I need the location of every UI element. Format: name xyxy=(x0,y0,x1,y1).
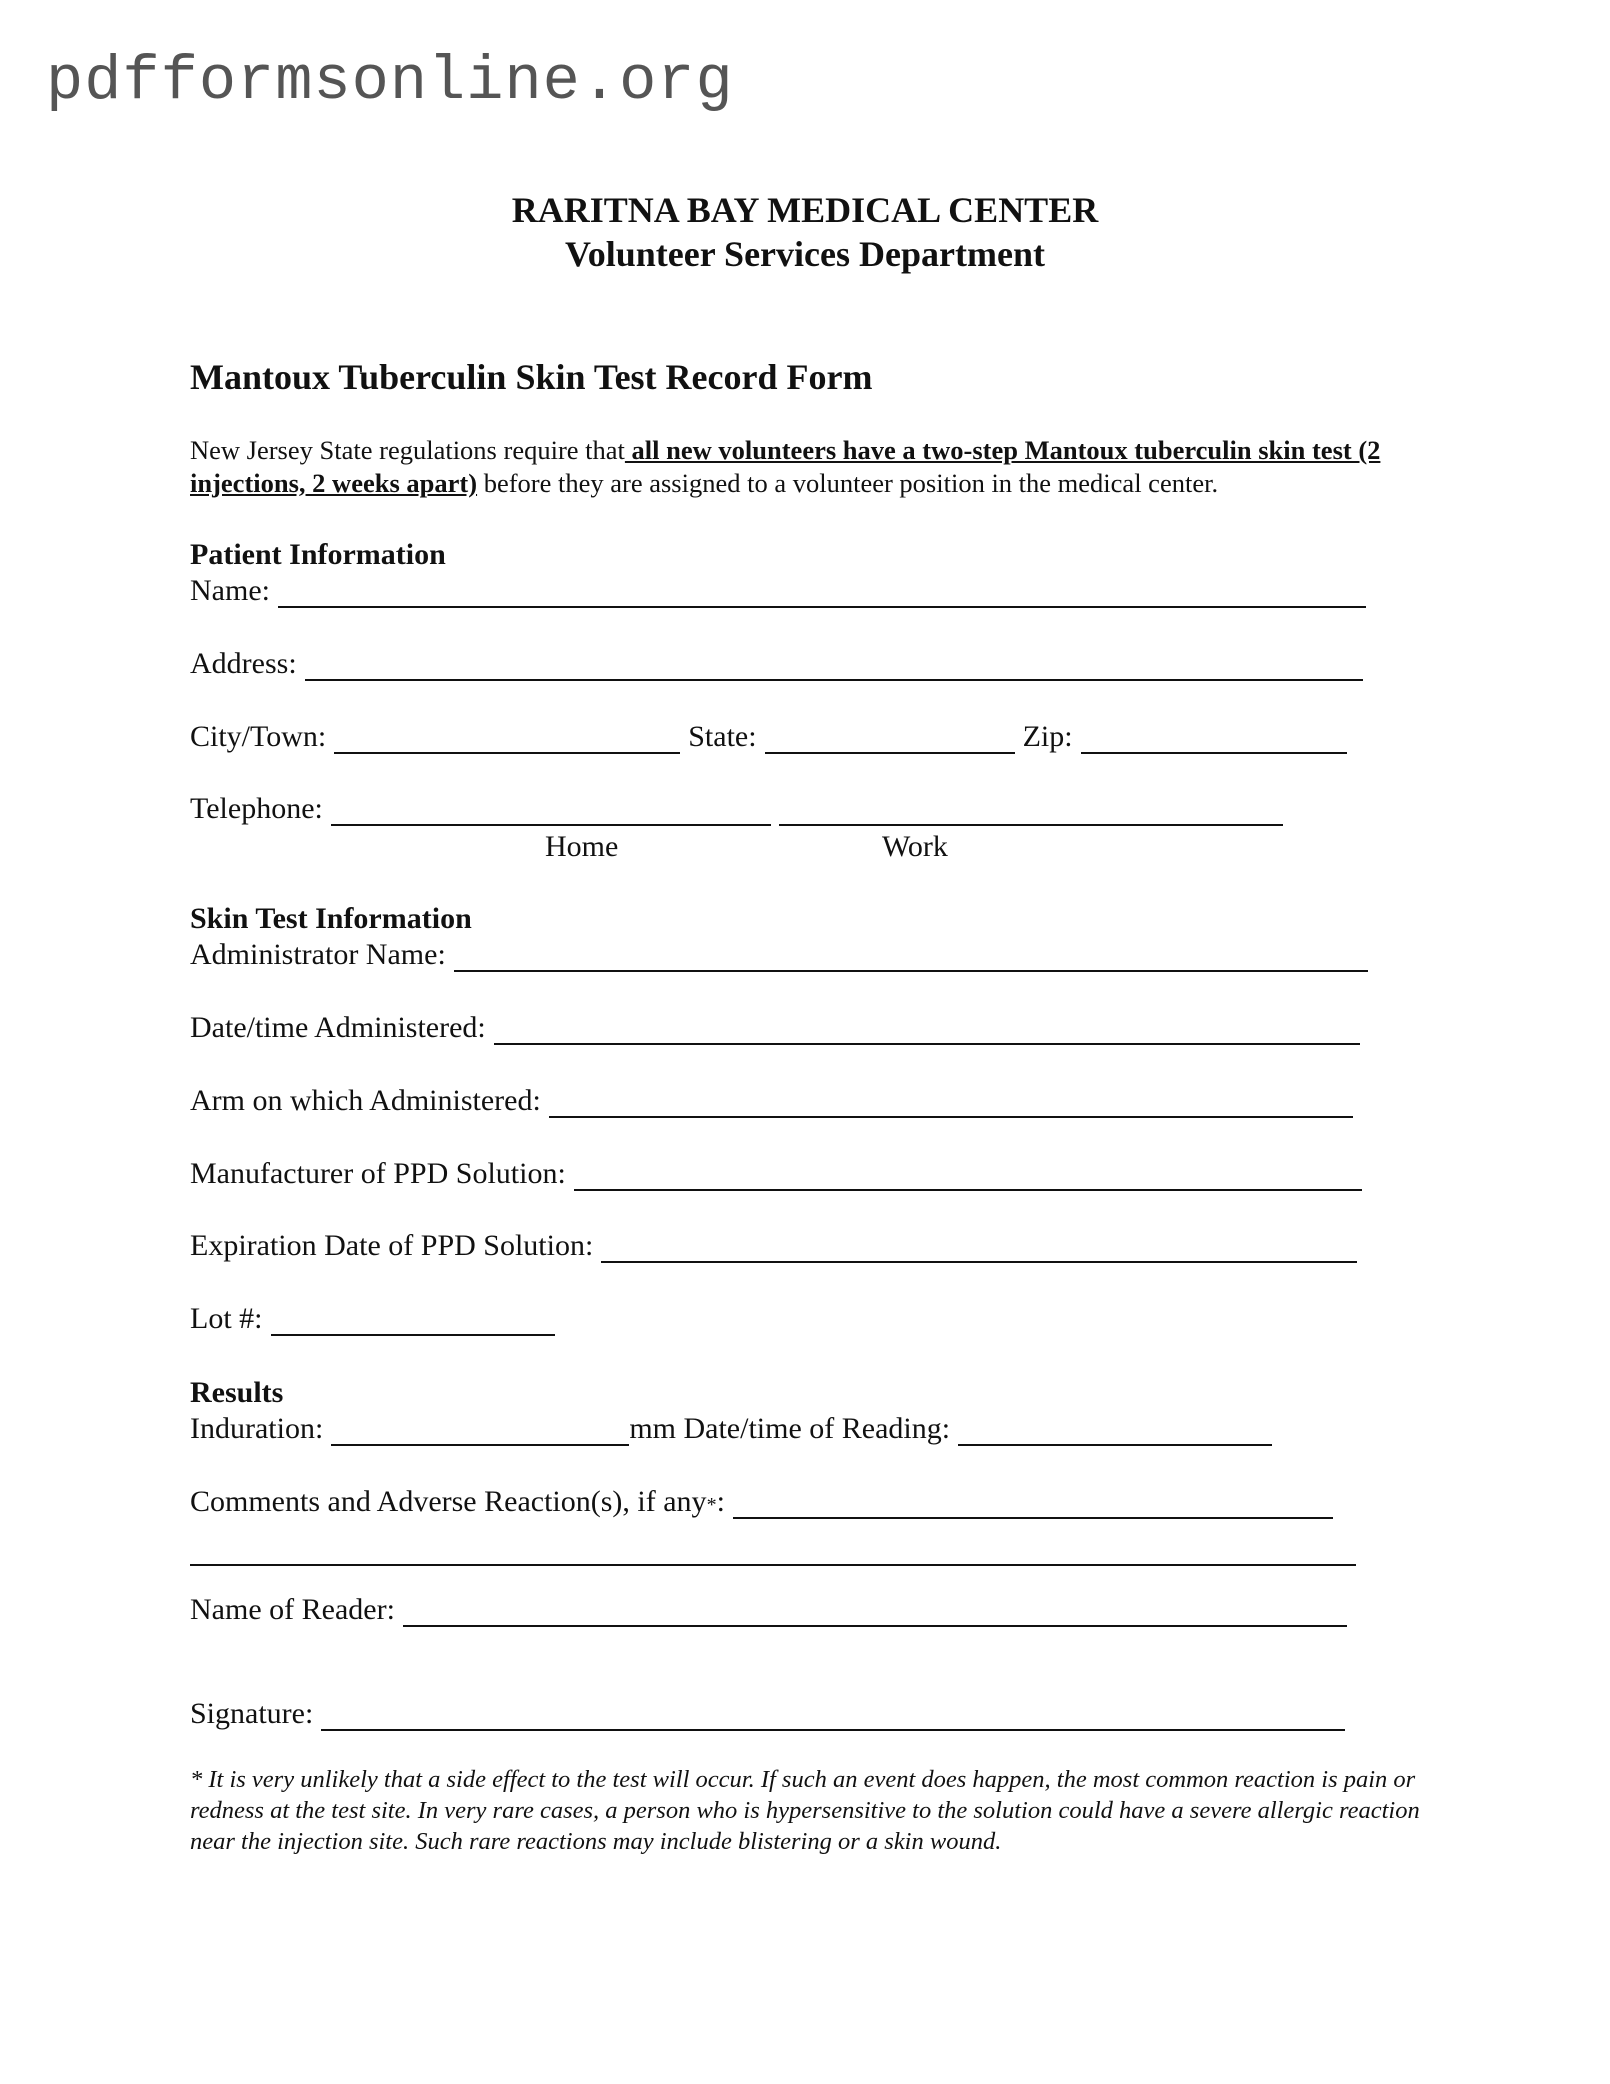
administrator-label: Administrator Name: xyxy=(190,938,446,971)
telephone-row xyxy=(190,786,1283,826)
intro-prefix: New Jersey State regulations require that xyxy=(190,435,625,465)
city-input[interactable] xyxy=(334,722,680,754)
mm-reading-label: mm Date/time of Reading: xyxy=(629,1412,951,1445)
footnote: * It is very unlikely that a side effect to the test will occur. If such an event does happen, the most common reaction is pain or redness at the test site. In very rare cases, a person who is hypersensitive to the solution could have a severe allergic reaction near the injection site. Such rare reactions may include blistering or a skin wound. xyxy=(190,1766,1420,1855)
telephone-label: Telephone: xyxy=(190,792,323,825)
address-input[interactable] xyxy=(305,649,1363,681)
organization-name: RARITNA BAY MEDICAL CENTER xyxy=(511,190,1099,230)
induration-row xyxy=(190,1406,1272,1446)
signature-field xyxy=(190,1691,1345,1731)
arm-input[interactable] xyxy=(549,1086,1353,1118)
watermark: pdfformsonline.org xyxy=(46,46,734,117)
intro-suffix: before they are assigned to a volunteer position in the medical center. xyxy=(477,468,1219,498)
address-label: Address: xyxy=(190,647,297,680)
reader-field xyxy=(190,1587,1347,1627)
induration-input[interactable] xyxy=(331,1414,629,1446)
state-input[interactable] xyxy=(765,722,1015,754)
work-phone-input[interactable] xyxy=(779,794,1283,826)
name-input[interactable] xyxy=(278,576,1366,608)
patient-information-heading: Patient Information xyxy=(190,538,446,571)
expiration-field xyxy=(190,1223,1357,1263)
expiration-label: Expiration Date of PPD Solution: xyxy=(190,1229,594,1262)
home-label: Home xyxy=(545,830,619,863)
zip-label: Zip: xyxy=(1022,720,1073,753)
name-label: Name: xyxy=(190,574,270,607)
form-title: Mantoux Tuberculin Skin Test Record Form xyxy=(190,357,873,397)
results-heading: Results xyxy=(190,1376,284,1409)
lot-label: Lot #: xyxy=(190,1302,263,1335)
intro-emphasis: all new volunteers have a two-step Mantoux tuberculin skin test (2 injections, 2 weeks apart) xyxy=(190,435,1381,498)
city-state-zip-row xyxy=(190,714,1347,754)
comments-field xyxy=(190,1479,1333,1519)
signature-input[interactable] xyxy=(321,1699,1345,1731)
date-administered-input[interactable] xyxy=(494,1013,1360,1045)
manufacturer-field xyxy=(190,1151,1362,1191)
comments-input-line-2[interactable] xyxy=(190,1534,1356,1566)
date-administered-label: Date/time Administered: xyxy=(190,1011,486,1044)
address-field xyxy=(190,641,1363,681)
department-name: Volunteer Services Department xyxy=(565,234,1045,274)
comments-input[interactable] xyxy=(733,1487,1333,1519)
state-label: State: xyxy=(688,720,757,753)
city-label: City/Town: xyxy=(190,720,327,753)
skin-test-information-heading: Skin Test Information xyxy=(190,902,472,935)
manufacturer-input[interactable] xyxy=(574,1159,1362,1191)
arm-label: Arm on which Administered: xyxy=(190,1084,541,1117)
manufacturer-label: Manufacturer of PPD Solution: xyxy=(190,1157,566,1190)
zip-input[interactable] xyxy=(1081,722,1347,754)
expiration-input[interactable] xyxy=(601,1231,1357,1263)
comments-continuation xyxy=(190,1526,1356,1566)
comments-label: Comments and Adverse Reaction(s), if any*: xyxy=(190,1485,725,1518)
intro-paragraph xyxy=(190,434,1420,500)
lot-field xyxy=(190,1296,555,1336)
administrator-field xyxy=(190,932,1368,972)
signature-label: Signature: xyxy=(190,1697,314,1730)
reading-date-input[interactable] xyxy=(958,1414,1272,1446)
administrator-input[interactable] xyxy=(454,940,1368,972)
induration-label: Induration: xyxy=(190,1412,324,1445)
reader-input[interactable] xyxy=(403,1595,1347,1627)
arm-field xyxy=(190,1078,1353,1118)
lot-input[interactable] xyxy=(271,1304,555,1336)
date-administered-field xyxy=(190,1005,1360,1045)
name-field xyxy=(190,568,1366,608)
reader-label: Name of Reader: xyxy=(190,1593,395,1626)
work-label: Work xyxy=(882,830,948,863)
home-phone-input[interactable] xyxy=(331,794,771,826)
